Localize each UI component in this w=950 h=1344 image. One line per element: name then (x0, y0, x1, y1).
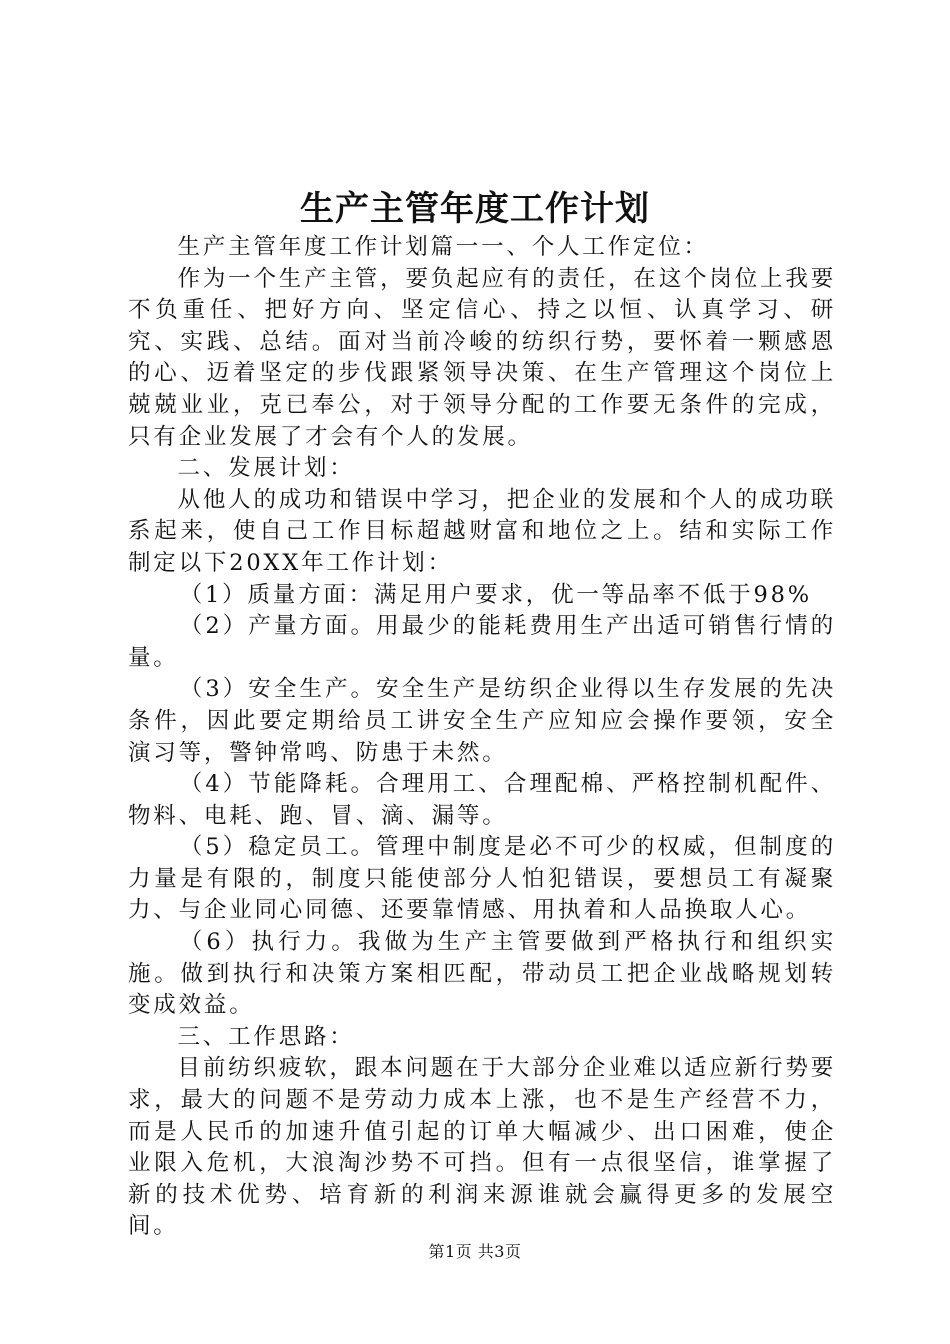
intro-paragraph: 生产主管年度工作计划篇一一、个人工作定位： (177, 234, 709, 260)
plan-item: （3）安全生产。安全生产是纺织企业得以生存发展的先决条件，因此要定期给员工讲安全生产应知应会操作要领，安全演习等，警钟常鸣、防患于未然。 (128, 676, 836, 766)
plan-item: （5）稳定员工。管理中制度是必不可少的权威，但制度的力量是有限的，制度只能使部分人怕犯错误，要想员工有凝聚力、与企业同心同德、还要靠情感、用执着和人品换取人心。 (128, 834, 836, 924)
page-footer: 第1页 共3页 (428, 1242, 522, 1261)
body-paragraph: 从他人的成功和错误中学习，把企业的发展和个人的成功联系起来，使自己工作目标超越财富和地位之上。结和实际工作制定以下20XX年工作计划： (128, 486, 836, 576)
plan-item: （4）节能降耗。合理用工、合理配棉、严格控制机配件、物料、电耗、跑、冒、滴、漏等。 (128, 771, 836, 829)
document-title: 生产主管年度工作计划 (300, 189, 650, 229)
plan-item: （6）执行力。我做为生产主管要做到严格执行和组织实施。做到执行和决策方案相匹配，带动员工把企业战略规划转变成效益。 (128, 929, 836, 1019)
body-paragraph: 作为一个生产主管，要负起应有的责任，在这个岗位上我要不负重任、把好方向、坚定信心、持之以恒、认真学习、研究、实践、总结。面对当前冷峻的纺织行势，要怀着一颗感恩的心、迈着坚定的步伐跟紧领导决策、在生产管理这个岗位上兢兢业业，克已奉公，对于领导分配的工作要无条件的完成，只有企业发展了才会有个人的发展。 (128, 265, 836, 450)
section-heading: 二、发展计划： (177, 455, 355, 482)
plan-item: （1）质量方面：满足用户要求，优一等品率不低于98% (179, 581, 812, 608)
document-body (128, 232, 836, 1243)
section-heading: 三、工作思路： (177, 1023, 355, 1050)
plan-item: （2）产量方面。用最少的能耗费用生产出适可销售行情的量。 (128, 613, 836, 671)
body-paragraph: 目前纺织疲软，跟本问题在于大部分企业难以适应新行势要求，最大的问题不是劳动力成本上涨，也不是生产经营不力，而是人民币的加速升值引起的订单大幅减少、出口困难，使企业限入危机，大浪淘沙势不可挡。但有一点很坚信，谁掌握了新的技术优势、培育新的利润来源谁就会赢得更多的发展空间。 (128, 1055, 836, 1240)
